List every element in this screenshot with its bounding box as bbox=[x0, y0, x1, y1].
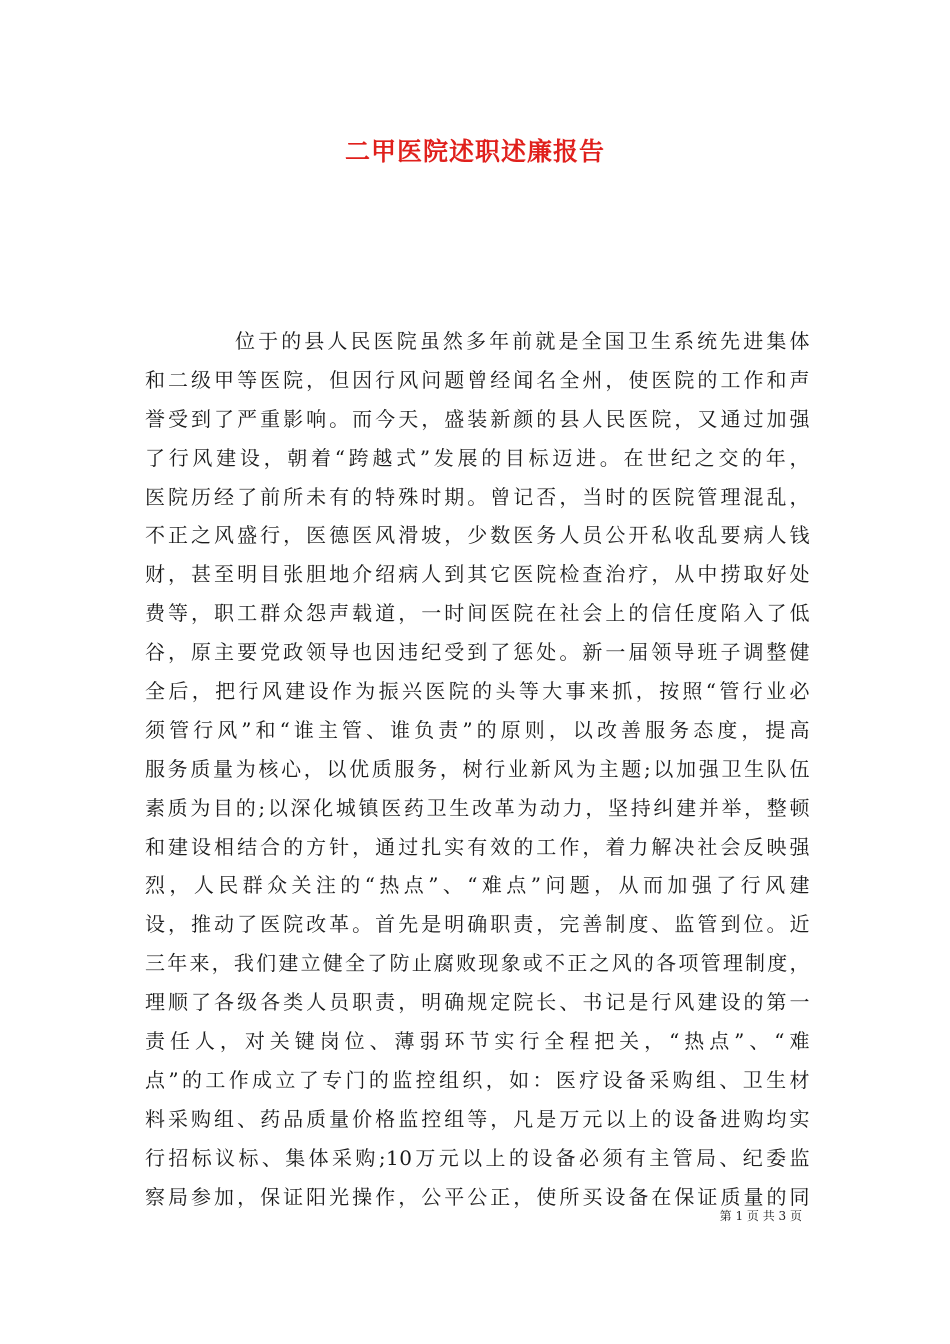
text-line: 理顺了各级各类人员职责，明确规定院长、书记是行风建设的第一 bbox=[145, 990, 810, 1015]
page-title: 二甲医院述职述廉报告 bbox=[344, 137, 605, 166]
text-line: 费等，职工群众怨声载道，一时间医院在社会上的信任度陷入了低 bbox=[145, 601, 810, 626]
text-line: 行招标议标、集体采购;10万元以上的设备必须有主管局、纪委监 bbox=[145, 1145, 810, 1170]
text-line: 料采购组、药品质量价格监控组等，凡是万元以上的设备进购均实 bbox=[145, 1106, 810, 1131]
text-line: 素质为目的;以深化城镇医药卫生改革为动力，坚持纠建并举，整顿 bbox=[145, 795, 810, 820]
text-line: 烈，人民群众关注的“热点”、“难点”问题，从而加强了行风建 bbox=[145, 873, 810, 898]
page-footer: 第 1 页 共 3 页 bbox=[719, 1209, 802, 1223]
body-paragraph bbox=[145, 322, 810, 1216]
text-line: 服务质量为核心，以优质服务，树行业新风为主题;以加强卫生队伍 bbox=[145, 756, 810, 781]
text-line: 不正之风盛行，医德医风滑坡，少数医务人员公开私收乱要病人钱 bbox=[145, 523, 810, 548]
text-line: 和建设相结合的方针，通过扎实有效的工作，着力解决社会反映强 bbox=[145, 834, 810, 859]
text-line: 三年来，我们建立健全了防止腐败现象或不正之风的各项管理制度， bbox=[145, 951, 810, 976]
text-line: 了行风建设，朝着“跨越式”发展的目标迈进。在世纪之交的年， bbox=[145, 445, 810, 470]
text-line: 设，推动了医院改革。首先是明确职责，完善制度、监管到位。近 bbox=[145, 912, 810, 937]
text-line: 和二级甲等医院，但因行风问题曾经闻名全州，使医院的工作和声 bbox=[145, 367, 810, 392]
text-line: 察局参加，保证阳光操作，公平公正，使所买设备在保证质量的同 bbox=[145, 1184, 810, 1209]
text-line: 谷，原主要党政领导也因违纪受到了惩处。新一届领导班子调整健 bbox=[145, 640, 810, 665]
text-line: 位于的县人民医院虽然多年前就是全国卫生系统先进集体 bbox=[235, 329, 810, 353]
text-line: 点”的工作成立了专门的监控组织，如：医疗设备采购组、卫生材 bbox=[145, 1067, 810, 1092]
text-line: 责任人，对关键岗位、薄弱环节实行全程把关，“热点”、“难 bbox=[145, 1029, 810, 1054]
text-line: 全后，把行风建设作为振兴医院的头等大事来抓，按照“管行业必 bbox=[145, 679, 810, 704]
text-line: 医院历经了前所未有的特殊时期。曾记否，当时的医院管理混乱， bbox=[145, 484, 810, 509]
text-line: 誉受到了严重影响。而今天，盛装新颜的县人民医院，又通过加强 bbox=[145, 406, 810, 431]
text-line: 须管行风”和“谁主管、谁负责”的原则，以改善服务态度，提高 bbox=[145, 717, 810, 742]
text-line: 财，甚至明目张胆地介绍病人到其它医院检查治疗，从中捞取好处 bbox=[145, 562, 810, 587]
